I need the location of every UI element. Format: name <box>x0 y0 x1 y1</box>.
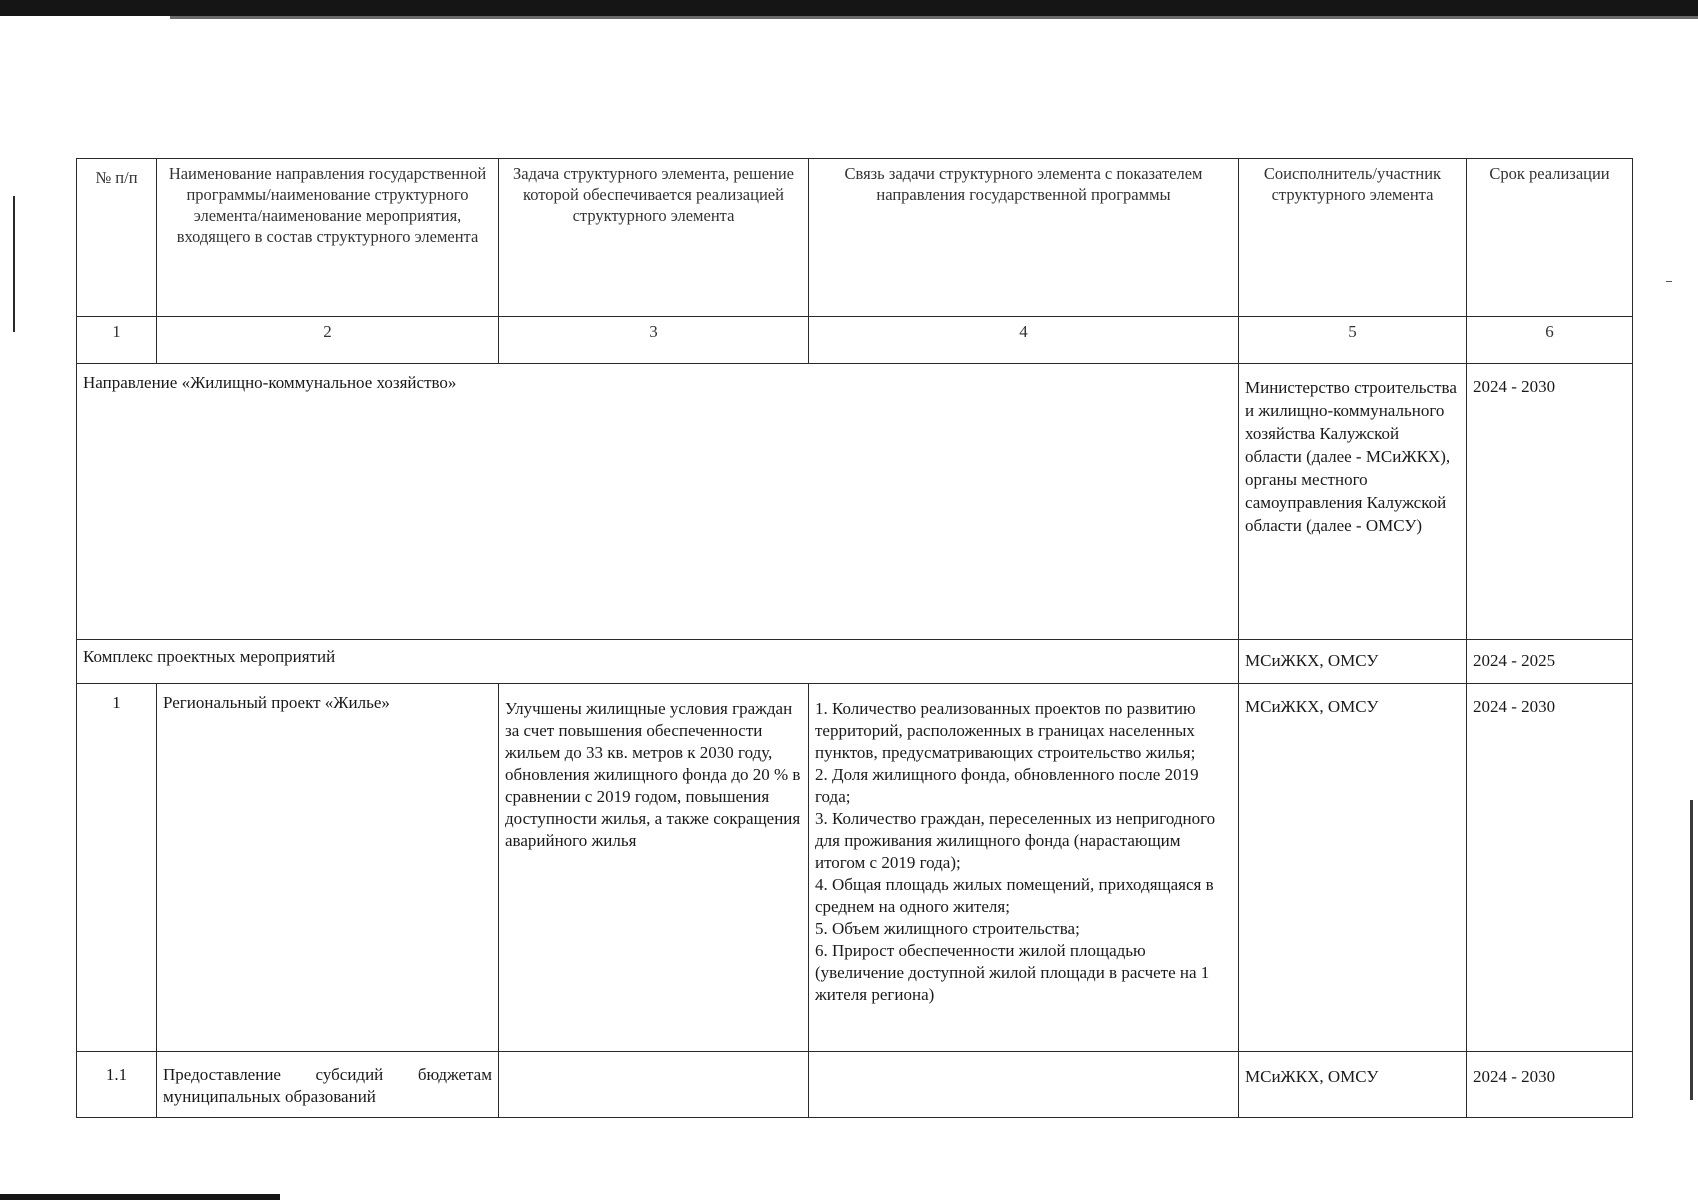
table-row <box>77 684 1633 1052</box>
header-name: Наименование направления государственной программы/наименование структурного элемента/наименование мероприятия, входящего в состав структурного элемента <box>157 159 499 317</box>
complex-executor: МСиЖКХ, ОМСУ <box>1239 640 1467 684</box>
header-task: Задача структурного элемента, решение которой обеспечивается реализацией структурного элемента <box>499 159 809 317</box>
direction-title: Направление «Жилищно-коммунальное хозяйство» <box>77 364 1239 640</box>
column-number: 6 <box>1467 317 1633 364</box>
row-task: Улучшены жилищные условия граждан за счет повышения обеспеченности жильем до 33 кв. метров к 2030 году, обновления жилищного фонда до 20 % в сравнении с 2019 годом, повышения доступности жилья, а также сокращения аварийного жилья <box>499 684 809 1052</box>
table-row <box>77 1052 1633 1118</box>
column-number: 4 <box>809 317 1239 364</box>
row-task-empty <box>499 1052 809 1118</box>
row-name: Предоставление субсидий бюджетам муниципальных образований <box>157 1052 499 1118</box>
indicator-item: 1. Количество реализованных проектов по развитию территорий, расположенных в границах населенных пунктов, предусматривающих строительство жилья; <box>815 699 1196 762</box>
row-indicators <box>809 684 1239 1052</box>
scan-left-mark <box>13 196 15 332</box>
direction-executor: Министерство строительства и жилищно-коммунального хозяйства Калужской области (далее - МСиЖКХ), органы местного самоуправления Калужской области (далее - ОМСУ) <box>1239 364 1467 640</box>
header-executor: Соисполнитель/участник структурного элемента <box>1239 159 1467 317</box>
header-indicator-link: Связь задачи структурного элемента с показателем направления государственной программы <box>809 159 1239 317</box>
scan-top-edge <box>0 0 1698 16</box>
indicator-item: 4. Общая площадь жилых помещений, приходящаяся в среднем на одного жителя; <box>815 875 1214 916</box>
scan-right-dot <box>1666 281 1672 282</box>
scan-bottom-edge <box>0 1194 280 1200</box>
complex-title: Комплекс проектных мероприятий <box>77 640 1239 684</box>
indicator-item: 2. Доля жилищного фонда, обновленного после 2019 года; <box>815 765 1199 806</box>
direction-row <box>77 364 1633 640</box>
row-executor: МСиЖКХ, ОМСУ <box>1239 684 1467 1052</box>
row-period: 2024 - 2030 <box>1467 684 1633 1052</box>
program-table <box>76 158 1633 1118</box>
scan-right-mark <box>1690 800 1693 1100</box>
row-number: 1 <box>77 684 157 1052</box>
row-executor: МСиЖКХ, ОМСУ <box>1239 1052 1467 1118</box>
scan-top-line <box>170 16 1698 19</box>
column-number: 5 <box>1239 317 1467 364</box>
row-name: Региональный проект «Жилье» <box>157 684 499 1052</box>
column-numbers-row <box>77 317 1633 364</box>
header-row <box>77 159 1633 317</box>
complex-period: 2024 - 2025 <box>1467 640 1633 684</box>
row-indicators-empty <box>809 1052 1239 1118</box>
complex-row <box>77 640 1633 684</box>
row-period: 2024 - 2030 <box>1467 1052 1633 1118</box>
indicator-item: 3. Количество граждан, переселенных из непригодного для проживания жилищного фонда (нарастающим итогом с 2019 года); <box>815 809 1216 872</box>
indicator-item: 5. Объем жилищного строительства; <box>815 919 1080 938</box>
header-number: № п/п <box>77 159 157 317</box>
indicator-item: 6. Прирост обеспеченности жилой площадью (увеличение доступной жилой площади в расчете на 1 жителя региона) <box>815 941 1210 1004</box>
direction-period: 2024 - 2030 <box>1467 364 1633 640</box>
header-period: Срок реализации <box>1467 159 1633 317</box>
row-number: 1.1 <box>77 1052 157 1118</box>
column-number: 2 <box>157 317 499 364</box>
column-number: 1 <box>77 317 157 364</box>
column-number: 3 <box>499 317 809 364</box>
